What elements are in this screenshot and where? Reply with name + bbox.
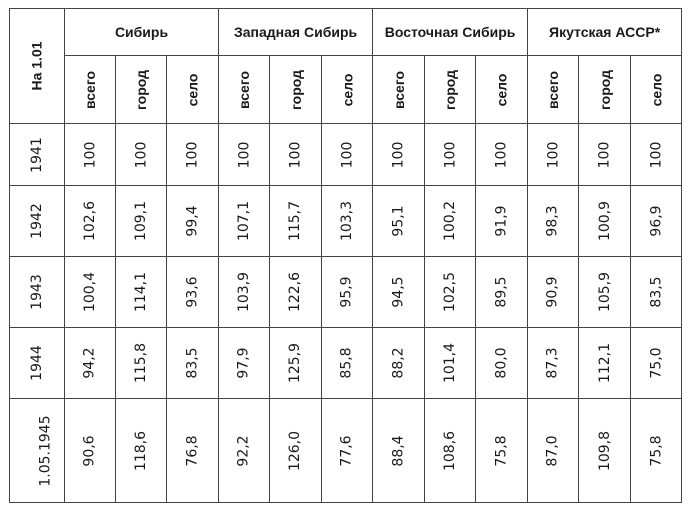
table-cell: 100 (322, 124, 373, 186)
row-label: 1944 (10, 328, 65, 399)
table-cell: 112,1 (579, 328, 631, 399)
table-cell: 87,3 (528, 328, 579, 399)
table-cell: 100,4 (65, 257, 116, 328)
subcolumn-header: всего (65, 56, 116, 124)
table-cell: 109,8 (579, 399, 631, 503)
data-table (9, 8, 682, 503)
table-cell: 87,0 (528, 399, 579, 503)
table-cell: 100,2 (425, 186, 476, 257)
subcolumn-header: всего (373, 56, 425, 124)
subcolumn-header: город (270, 56, 322, 124)
table-cell: 100 (219, 124, 270, 186)
row-label: 1943 (10, 257, 65, 328)
subcolumn-header: город (425, 56, 476, 124)
table-body (10, 124, 682, 503)
table-cell: 75,8 (631, 399, 682, 503)
table-cell: 93,6 (167, 257, 219, 328)
table-cell: 118,6 (116, 399, 167, 503)
subcolumn-header-row (10, 56, 682, 124)
table-cell: 98,3 (528, 186, 579, 257)
group-header-siberia: Сибирь (65, 9, 219, 56)
table-cell: 80,0 (476, 328, 528, 399)
table-row (10, 399, 682, 503)
table-cell: 95,9 (322, 257, 373, 328)
table-cell: 99,4 (167, 186, 219, 257)
group-header-yakut-assr: Якутская АССР* (528, 9, 682, 56)
table-cell: 100,9 (579, 186, 631, 257)
table-cell: 85,8 (322, 328, 373, 399)
table-cell: 100 (631, 124, 682, 186)
table-cell: 108,6 (425, 399, 476, 503)
table-row (10, 124, 682, 186)
table-cell: 90,6 (65, 399, 116, 503)
table-cell: 122,6 (270, 257, 322, 328)
table-cell: 96,9 (631, 186, 682, 257)
corner-header: На 1.01 (10, 9, 65, 124)
table-cell: 100 (116, 124, 167, 186)
table-cell: 107,1 (219, 186, 270, 257)
subcolumn-header: село (322, 56, 373, 124)
table-cell: 88,4 (373, 399, 425, 503)
table-cell: 100 (579, 124, 631, 186)
table-cell: 88,2 (373, 328, 425, 399)
table-cell: 83,5 (167, 328, 219, 399)
table-cell: 97,9 (219, 328, 270, 399)
subcolumn-header: село (631, 56, 682, 124)
table-cell: 101,4 (425, 328, 476, 399)
table-cell: 91,9 (476, 186, 528, 257)
row-label: 1942 (10, 186, 65, 257)
table-cell: 103,9 (219, 257, 270, 328)
table-row (10, 257, 682, 328)
table-cell: 114,1 (116, 257, 167, 328)
group-header-row (10, 9, 682, 56)
subcolumn-header: село (167, 56, 219, 124)
table-cell: 77,6 (322, 399, 373, 503)
table-cell: 95,1 (373, 186, 425, 257)
table-cell: 94,2 (65, 328, 116, 399)
table-cell: 100 (167, 124, 219, 186)
table-cell: 89,5 (476, 257, 528, 328)
table-cell: 75,8 (476, 399, 528, 503)
table-cell: 92,2 (219, 399, 270, 503)
table-row (10, 328, 682, 399)
table-cell: 100 (425, 124, 476, 186)
table-cell: 83,5 (631, 257, 682, 328)
table-cell: 100 (65, 124, 116, 186)
table-cell: 126,0 (270, 399, 322, 503)
row-label: 1941 (10, 124, 65, 186)
group-header-west-siberia: Западная Сибирь (219, 9, 373, 56)
subcolumn-header: город (579, 56, 631, 124)
table-cell: 115,7 (270, 186, 322, 257)
table-cell: 100 (373, 124, 425, 186)
table-cell: 105,9 (579, 257, 631, 328)
subcolumn-header: село (476, 56, 528, 124)
subcolumn-header: всего (528, 56, 579, 124)
subcolumn-header: город (116, 56, 167, 124)
row-label: 1.05.1945 (10, 399, 65, 503)
table-cell: 115,8 (116, 328, 167, 399)
table-cell: 90,9 (528, 257, 579, 328)
table-cell: 102,6 (65, 186, 116, 257)
table-cell: 100 (476, 124, 528, 186)
table-cell: 75,0 (631, 328, 682, 399)
table-cell: 102,5 (425, 257, 476, 328)
table-cell: 76,8 (167, 399, 219, 503)
subcolumn-header: всего (219, 56, 270, 124)
table-cell: 100 (528, 124, 579, 186)
table-cell: 94,5 (373, 257, 425, 328)
table-row (10, 186, 682, 257)
table-cell: 103,3 (322, 186, 373, 257)
table-cell: 100 (270, 124, 322, 186)
group-header-east-siberia: Восточная Сибирь (373, 9, 528, 56)
table-cell: 109,1 (116, 186, 167, 257)
table-cell: 125,9 (270, 328, 322, 399)
